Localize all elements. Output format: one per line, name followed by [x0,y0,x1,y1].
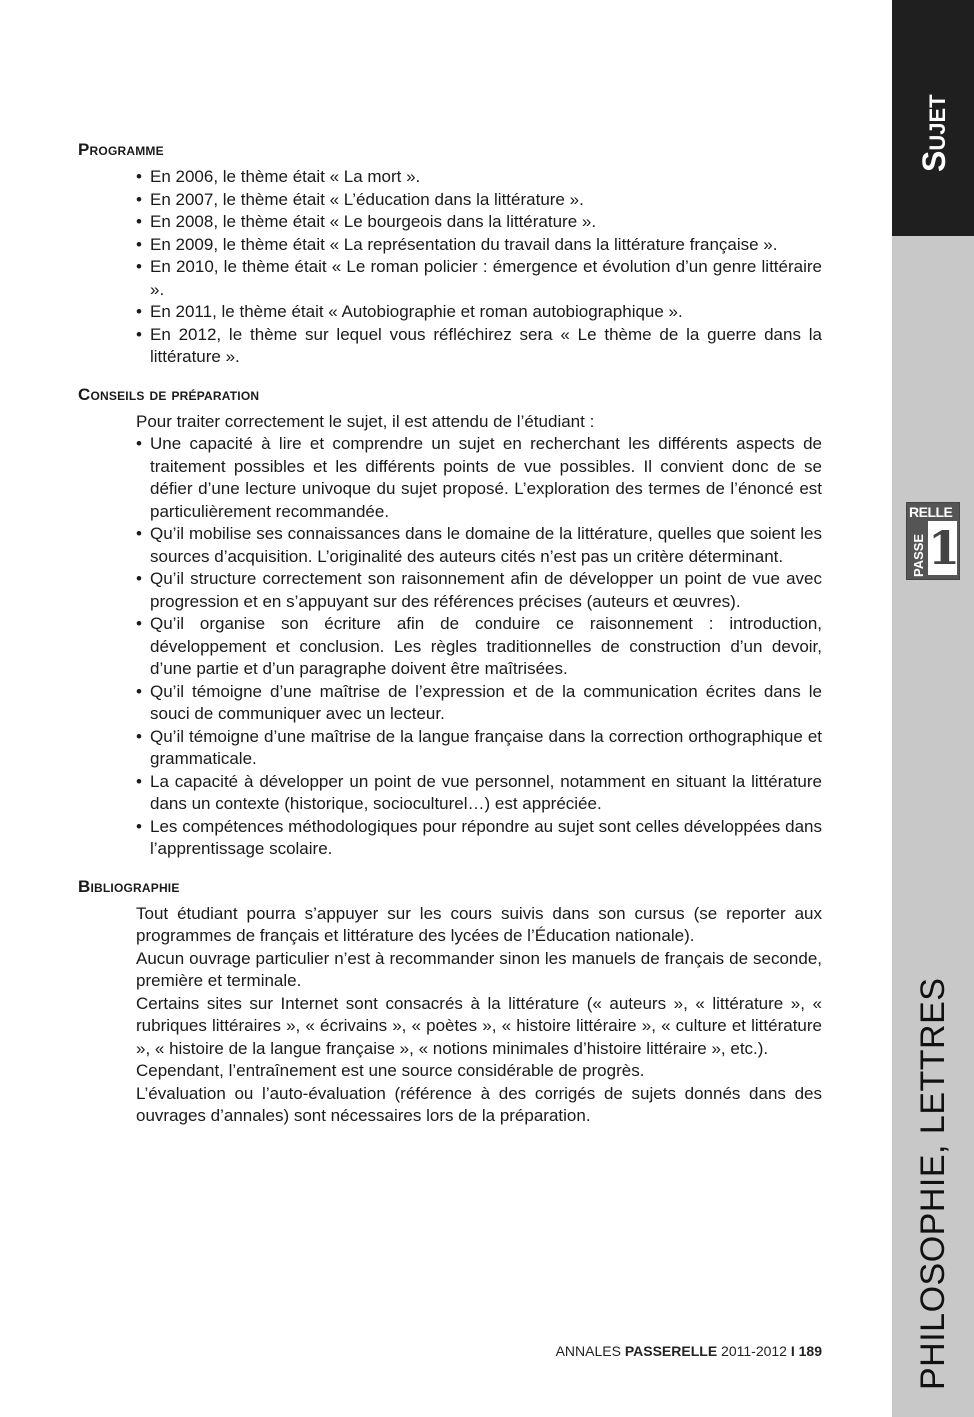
footer-separator: I [790,1343,795,1359]
page-footer [420,1343,822,1359]
list-item: • En 2010, le thème était « Le roman policier : émergence et évolution d’un genre littéraire ». [136,256,822,301]
list-item: • La capacité à développer un point de vue personnel, notamment en situant la littérature dans un contexte (historique, socioculturel…) est appréciée. [136,771,822,816]
section-programme [78,140,822,369]
list-item: • En 2011, le thème était « Autobiographie et roman autobiographique ». [136,301,822,324]
conseils-list [78,433,822,861]
footer-brand: PASSERELLE [624,1343,718,1359]
bibliographie-paragraph: Aucun ouvrage particulier n’est à recommander sinon les manuels de français de seconde, première et terminale. [136,948,822,990]
list-item: • En 2007, le thème était « L’éducation dans la littérature ». [136,189,822,212]
list-item: • Qu’il mobilise ses connaissances dans le domaine de la littérature, quelles que soient les sources d’acquisition. L’originalité des auteurs cités n’est pas un critère déterminant. [136,523,822,568]
list-item: • Une capacité à lire et comprendre un sujet en recherchant les différents aspects de traitement possibles et les différents points de vue possibles. Il convient donc de se défier d’une lecture univoque du sujet proposé. L’exploration des termes de l’énoncé est particulièrement recommandée. [136,433,822,523]
conseils-intro: Pour traiter correctement le sujet, il est attendu de l’étudiant : [136,411,595,431]
list-item: • Qu’il organise son écriture afin de conduire ce raisonnement : introduction, développement et conclusion. Les règles traditionnelles de construction d’un devoir, d’une partie et d’un paragraphe doivent être maîtrisées. [136,613,822,681]
list-item: • Qu’il témoigne d’une maîtrise de la langue française dans la correction orthographique et grammaticale. [136,726,822,771]
list-item: • Les compétences méthodologiques pour répondre au sujet sont celles développées dans l’apprentissage scolaire. [136,816,822,861]
list-item: • En 2006, le thème était « La mort ». [136,166,822,189]
logo-number: 1 [928,521,961,575]
list-item: • Qu’il témoigne d’une maîtrise de l’expression et de la communication écrites dans le souci de communiquer avec un lecteur. [136,681,822,726]
footer-prefix: ANNALES [555,1343,621,1359]
page-number: 189 [798,1343,822,1359]
passerelle-logo [906,502,960,580]
programme-list [78,166,822,369]
section-title-bibliographie: Bibliographie [78,876,180,896]
list-item: • Qu’il structure correctement son raisonnement afin de développer un point de vue avec progression et en s’appuyant sur des références précises (auteurs et œuvres). [136,568,822,613]
section-title-conseils: Conseils de préparation [78,384,260,404]
logo-passe-text: PASSE [911,533,926,577]
sidebar-category-label: PHILOSOPHIE, LETTRES [914,977,952,1390]
bibliographie-paragraph: L’évaluation ou l’auto-évaluation (référence à des corrigés de sujets donnés dans des ouvrages d’annales) sont nécessaires lors de la préparation. [136,1083,822,1125]
main-content [78,140,822,1144]
section-bibliographie [78,877,822,1128]
logo-relle-text: RELLE [909,504,953,520]
footer-years: 2011-2012 [721,1343,787,1359]
section-conseils [78,385,822,861]
sidebar-sujet-label: Sujet [916,94,952,172]
section-title-programme: Programme [78,140,164,159]
bibliographie-paragraph: Certains sites sur Internet sont consacrés à la littérature (« auteurs », « littérature », « rubriques littéraires », « écrivains », « poètes », « histoire littéraire », « culture et littérature », « histoire de la langue française », « notions minimales d’histoire littéraire », etc.). [136,993,822,1058]
list-item: • En 2009, le thème était « La représentation du travail dans la littérature française ». [136,234,822,257]
list-item: • En 2008, le thème était « Le bourgeois dans la littérature ». [136,211,822,234]
bibliographie-paragraph: Cependant, l’entraînement est une source considérable de progrès. [136,1061,645,1080]
bibliographie-paragraph: Tout étudiant pourra s’appuyer sur les cours suivis dans son cursus (se reporter aux programmes de français et littérature des lycées de l’Éducation nationale). [136,903,822,945]
list-item: • En 2012, le thème sur lequel vous réfléchirez sera « Le thème de la guerre dans la littérature ». [136,324,822,369]
